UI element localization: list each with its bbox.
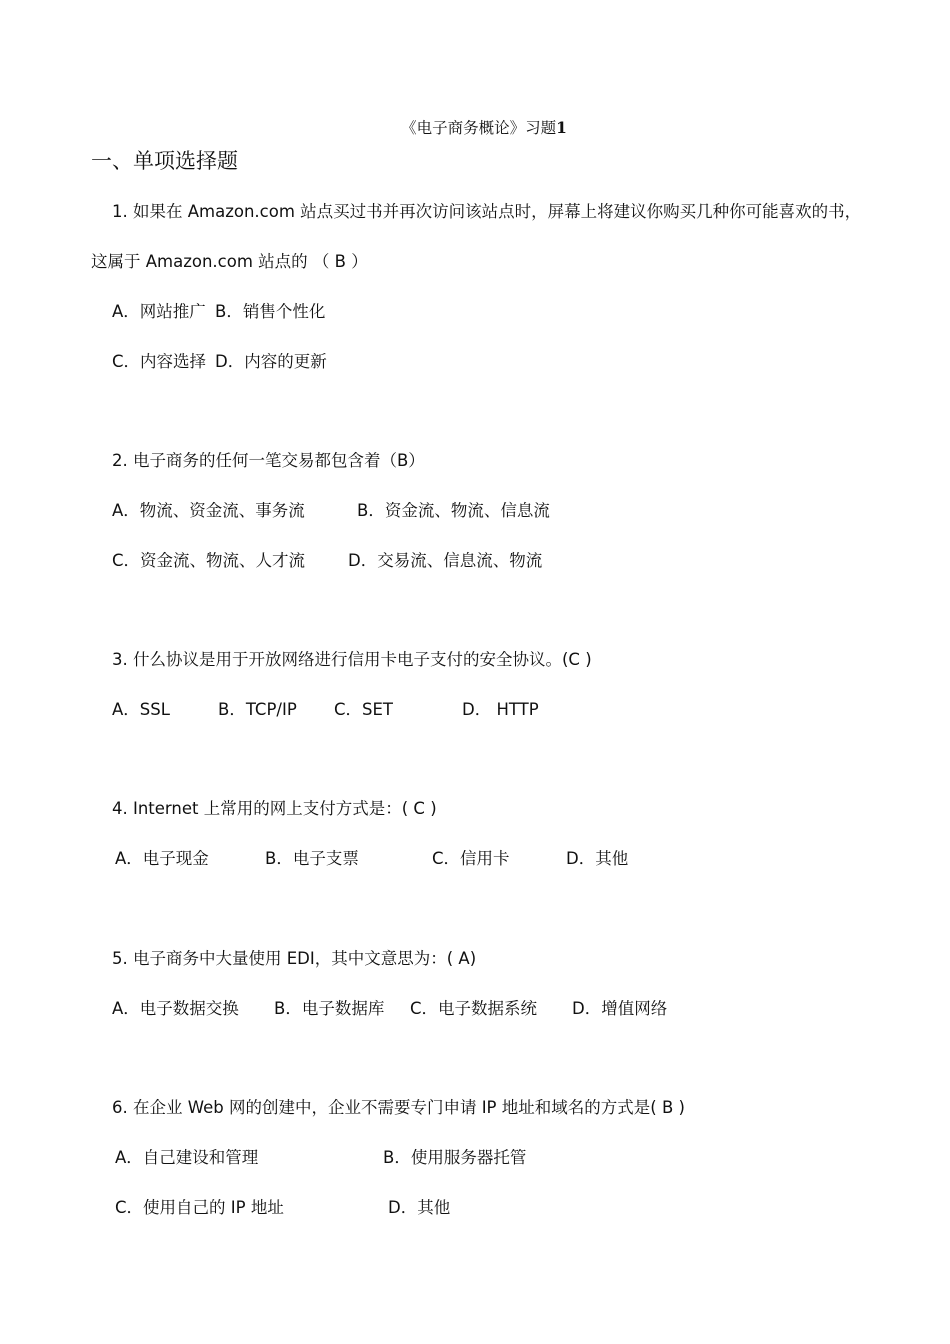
question-4-stem: 4. Internet 上常用的网上支付方式是：( C ) — [112, 799, 437, 818]
question-6-option-b: B．使用服务器托管 — [383, 1148, 527, 1167]
question-1-option-b: B．销售个性化 — [215, 302, 326, 321]
question-6-option-c: C．使用自己的 IP 地址 — [115, 1198, 284, 1217]
document-title — [0, 117, 950, 139]
question-1-stem-line2: 这属于 Amazon.com 站点的 （ B ） — [91, 252, 368, 271]
question-2-option-b: B．资金流、物流、信息流 — [357, 501, 550, 520]
title-number: 1 — [556, 118, 567, 137]
question-1-option-d: D．内容的更新 — [215, 352, 327, 371]
title-text: 《电子商务概论》习题 — [401, 119, 557, 137]
question-2-option-d: D．交易流、信息流、物流 — [348, 551, 543, 570]
question-6-option-a: A．自己建设和管理 — [115, 1148, 259, 1167]
question-2-stem: 2. 电子商务的任何一笔交易都包含着（B） — [112, 451, 425, 470]
question-5-option-c: C．电子数据系统 — [410, 999, 538, 1018]
question-2-option-c: C．资金流、物流、人才流 — [112, 551, 306, 570]
question-1-option-c: C．内容选择 — [112, 352, 207, 371]
question-3-option-b: B．TCP/IP — [218, 700, 297, 719]
question-4-option-c: C．信用卡 — [432, 849, 510, 868]
section-heading: 一、单项选择题 — [91, 149, 238, 173]
question-5-option-b: B．电子数据库 — [274, 999, 385, 1018]
question-5-option-a: A．电子数据交换 — [112, 999, 239, 1018]
question-3-stem: 3. 什么协议是用于开放网络进行信用卡电子支付的安全协议。(C ) — [112, 650, 592, 669]
question-3-option-d: D． HTTP — [462, 700, 539, 719]
question-5-option-d: D．增值网络 — [572, 999, 668, 1018]
question-3-option-c: C．SET — [334, 700, 393, 719]
question-1-stem-line1: 1. 如果在 Amazon.com 站点买过书并再次访问该站点时，屏幕上将建议你购买几种你可能喜欢的书， — [112, 202, 862, 221]
question-4-option-d: D．其他 — [566, 849, 629, 868]
question-5-stem: 5. 电子商务中大量使用 EDI，其中文意思为：( A) — [112, 949, 477, 968]
question-6-option-d: D．其他 — [388, 1198, 451, 1217]
question-1-option-a: A．网站推广 — [112, 302, 206, 321]
question-2-option-a: A．物流、资金流、事务流 — [112, 501, 305, 520]
question-4-option-b: B．电子支票 — [265, 849, 359, 868]
question-3-option-a: A．SSL — [112, 700, 170, 719]
question-4-option-a: A．电子现金 — [115, 849, 209, 868]
question-6-stem: 6. 在企业 Web 网的创建中，企业不需要专门申请 IP 地址和域名的方式是( B ) — [112, 1098, 685, 1117]
